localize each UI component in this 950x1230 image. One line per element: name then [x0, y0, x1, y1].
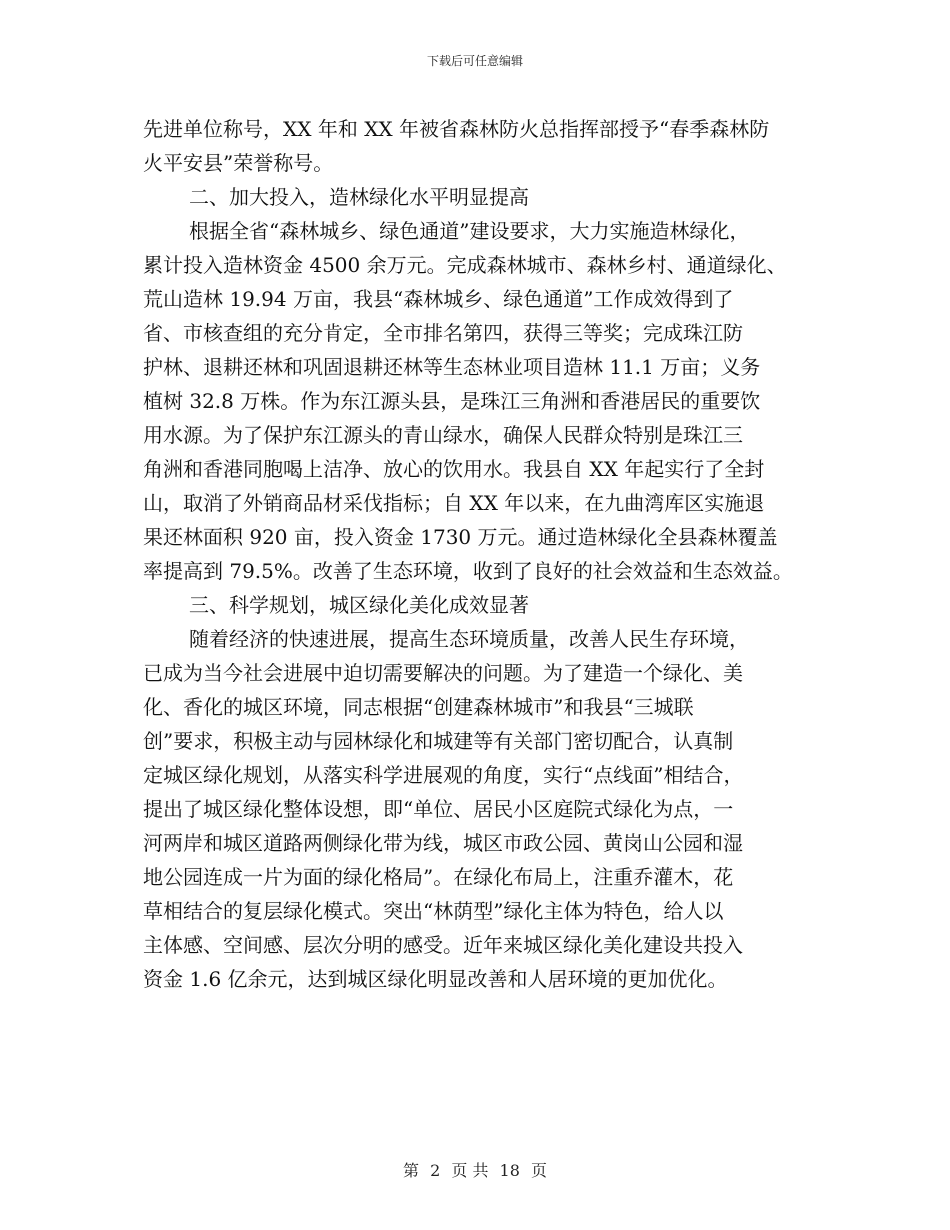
text-line: 已成为当今社会进展中迫切需要解决的问题。为了建造一个绿化、美: [143, 661, 743, 685]
text-line: 草相结合的复层绿化模式。突出“林荫型”绿化主体为特色，给人以: [143, 899, 724, 923]
page-total: 18: [499, 1161, 520, 1180]
text-line: 主体感、空间感、层次分明的感受。近年来城区绿化美化建设共投入: [143, 933, 743, 957]
text-line: 定城区绿化规划，从落实科学进展观的角度，实行“点线面”相结合，: [143, 763, 744, 787]
footer-middle: 页 共: [451, 1161, 489, 1180]
text-line: 护林、退耕还林和巩固退耕还林等生态林业项目造林 11.1 万亩；义务: [143, 355, 761, 379]
text-line: 火平安县”荣誉称号。: [143, 151, 334, 175]
section-heading-3: 三、科学规划，城区绿化美化成效显著: [189, 593, 529, 617]
section-heading-2: 二、加大投入，造林绿化水平明显提高: [189, 185, 529, 209]
footer-prefix: 第: [402, 1161, 419, 1180]
text-line: 荒山造林 19.94 万亩，我县“森林城乡、绿色通道”工作成效得到了: [143, 287, 734, 311]
text-line: 角洲和香港同胞喝上洁净、放心的饮用水。我县自 XX 年起实行了全封: [143, 457, 765, 481]
text-line: 资金 1.6 亿余元，达到城区绿化明显改善和人居环境的更加优化。: [143, 967, 728, 991]
text-line: 率提高到 79.5%。改善了生态环境，收到了良好的社会效益和生态效益。: [143, 559, 793, 583]
text-line: 河两岸和城区道路两侧绿化带为线，城区市政公园、黄岗山公园和湿: [143, 831, 743, 855]
text-line: 先进单位称号，XX 年和 XX 年被省森林防火总指挥部授予“春季森林防: [143, 117, 770, 141]
document-body: [143, 112, 843, 996]
text-line: 提出了城区绿化整体设想，即“单位、居民小区庭院式绿化为点，一: [143, 797, 734, 821]
text-line: 创”要求，积极主动与园林绿化和城建等有关部门密切配合，认真制: [143, 729, 734, 753]
page-header: 下载后可任意编辑: [426, 54, 523, 68]
page-number: 2: [430, 1161, 441, 1180]
text-line: 植树 32.8 万株。作为东江源头县，是珠江三角洲和香港居民的重要饮: [143, 389, 761, 413]
text-line: 地公园连成一片为面的绿化格局”。在绿化布局上，注重乔灌木，花: [143, 865, 734, 889]
text-line: 山，取消了外销商品材采伐指标；自 XX 年以来，在九曲湾库区实施退: [143, 491, 765, 515]
text-line: 化、香化的城区环境，同志根据“创建森林城市”和我县“三城联: [143, 695, 694, 719]
text-line: 果还林面积 920 亩，投入资金 1730 万元。通过造林绿化全县森林覆盖: [143, 525, 778, 549]
text-line: 累计投入造林资金 4500 余万元。完成森林城市、森林乡村、通道绿化、: [143, 253, 787, 277]
text-line: 随着经济的快速进展，提高生态环境质量，改善人民生存环境，: [189, 627, 749, 651]
footer-suffix: 页: [531, 1161, 548, 1180]
page-footer: [0, 1158, 950, 1181]
text-line: 省、市核查组的充分肯定，全市排名第四，获得三等奖；完成珠江防: [143, 321, 743, 345]
text-line: 根据全省“森林城乡、绿色通道”建设要求，大力实施造林绿化，: [189, 219, 750, 243]
text-line: 用水源。为了保护东江源头的青山绿水，确保人民群众特别是珠江三: [143, 423, 743, 447]
